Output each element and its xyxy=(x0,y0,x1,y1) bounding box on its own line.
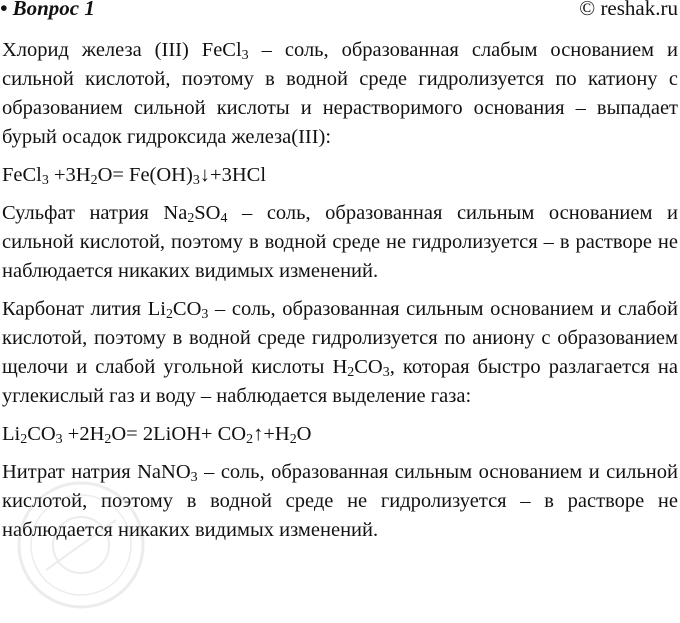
paragraph-nano3: Нитрат натрия NaNO$_3$ – соль, образованная сильным основанием и сильной кислотой, поэтому в водной среде не гидролизуется – в растворе не наблюдается никаких видимых изменений. xyxy=(2,461,678,541)
paragraph-fecl3: Хлорид железа (III) FeCl$_3$ – соль, образованная слабым основанием и сильной кислотой, поэтому в водной среде гидролизуется по катиону с образованием сильной кислоты и нерастворимого основания – выпадает бурый осадок гидроксида железа(III): xyxy=(2,39,678,148)
paragraph-li2co3: Карбонат лития $Li_2CO_3$ – соль, образованная сильным основанием и слабой кислотой, поэтому в водной среде гидролизуется по аниону с образованием щелочи и слабой угольной кислоты $H_2CO_3$, которая быстро разлагается на углекислый газ и воду – наблюдается выделение газа: xyxy=(2,298,678,407)
site-brand: © reshak.ru xyxy=(579,0,678,20)
answer-content xyxy=(2,36,678,554)
paragraph-na2so4: Сульфат натрия $Na_2SO_4$ – соль, образованная сильным основанием и сильной кислотой, поэтому в водной среде не гидролизуется – в растворе не наблюдается никаких видимых изменений. xyxy=(2,202,678,282)
equation-li2co3-hydrolysis: $Li_2CO_3 +2H_2O=$ 2LiOH+ $CO_2↑+H_2O$ xyxy=(2,423,312,448)
page-header xyxy=(0,0,680,24)
equation-fecl3-hydrolysis: FeCl$_3$ $+3H_2O=$ $Fe(OH)_3↓+3HCl$ xyxy=(2,164,267,189)
question-title: • Вопрос 1 xyxy=(0,0,95,20)
